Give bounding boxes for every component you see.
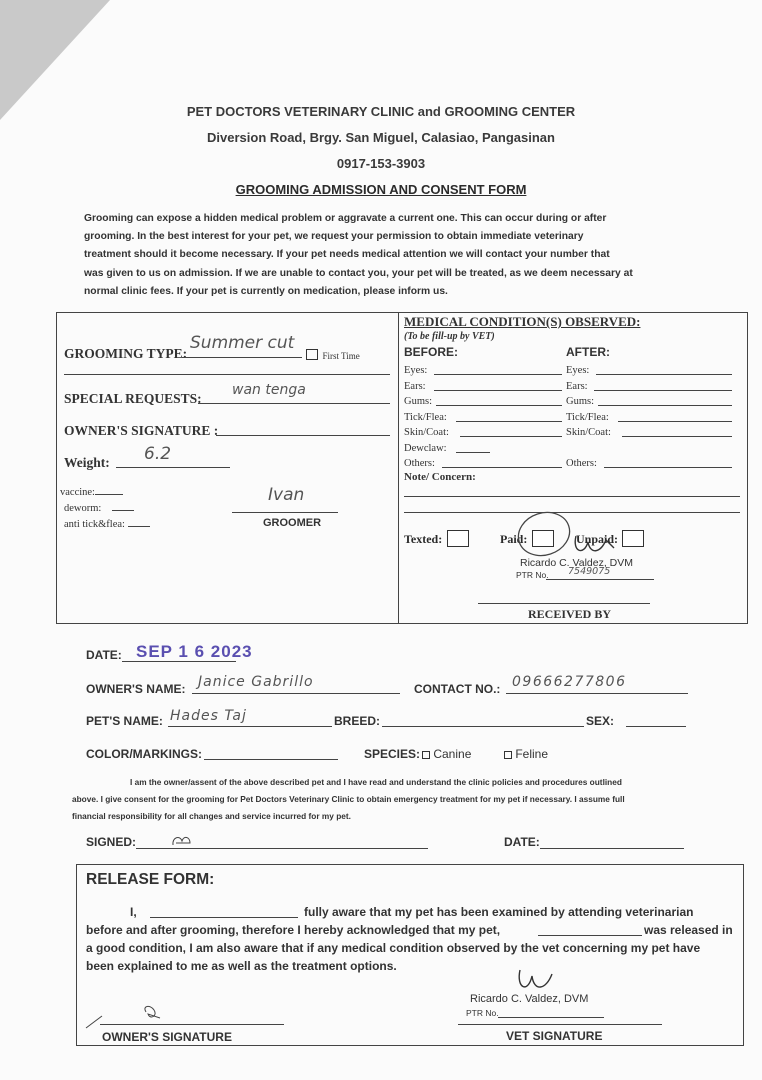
before-others-field[interactable]	[442, 467, 562, 468]
release-pet-field[interactable]	[538, 935, 642, 936]
special-requests-label: SPECIAL REQUESTS:	[64, 391, 202, 406]
date-line	[122, 661, 236, 662]
note-line-1[interactable]	[404, 496, 740, 497]
sex-field[interactable]	[626, 726, 686, 727]
after-tickflea-label: Tick/Flea:	[566, 411, 609, 423]
release-vet-stamp-name: Ricardo C. Valdez, DVM	[470, 993, 589, 1005]
unpaid-label: Unpaid:	[576, 532, 619, 546]
before-tickflea-field[interactable]	[456, 421, 562, 422]
canine-checkbox[interactable]	[422, 751, 430, 759]
release-line2a: before and after grooming, therefore I hereby acknowledged that my pet,	[86, 923, 501, 937]
release-i: I,	[130, 905, 137, 919]
folded-corner	[0, 0, 110, 120]
note-label: Note/ Concern:	[404, 471, 476, 483]
vaccine-field[interactable]	[95, 494, 123, 495]
before-gums-field[interactable]	[436, 405, 562, 406]
release-vet-signature-label: VET SIGNATURE	[506, 1029, 603, 1043]
groomer-name: Ivan	[268, 485, 305, 505]
box-divider	[398, 312, 399, 624]
consent-date-label: DATE:	[504, 835, 540, 849]
species-feline-option[interactable]	[504, 747, 548, 761]
after-tickflea-field[interactable]	[618, 421, 732, 422]
before-list	[404, 363, 562, 472]
release-line3: a good condition, I am also aware that if any medical condition observed by the vet concerning my pet have	[86, 941, 701, 955]
consent-line: financial responsibility for all changes and service incurred for my pet.	[72, 811, 351, 821]
release-vet-ptr-line	[498, 1017, 604, 1018]
before-skincoat-field[interactable]	[460, 436, 562, 437]
clinic-address: Diversion Road, Brgy. San Miguel, Calasiao, Pangasinan	[207, 130, 555, 145]
antitick-label: anti tick&flea:	[64, 519, 125, 530]
contact-label: CONTACT NO.:	[414, 682, 501, 696]
sex-label: SEX:	[586, 714, 615, 728]
texted-checkbox[interactable]	[447, 530, 469, 547]
vet-stamp-ptr-line	[546, 579, 654, 580]
weight-label: Weight:	[64, 455, 110, 470]
date-label: DATE:	[86, 648, 122, 662]
after-list	[566, 363, 736, 472]
groomer-label: GROOMER	[263, 517, 322, 529]
before-gums-label: Gums:	[404, 396, 433, 407]
after-label: AFTER:	[566, 345, 610, 359]
after-others-label: Others:	[566, 458, 597, 469]
after-others-field[interactable]	[604, 467, 732, 468]
before-eyes-field[interactable]	[434, 374, 562, 375]
antitick-field[interactable]	[128, 526, 150, 527]
received-by-line[interactable]	[478, 603, 650, 604]
release-line2b: was released in	[644, 923, 733, 937]
grooming-type-field[interactable]	[182, 357, 302, 358]
after-skincoat-label: Skin/Coat:	[566, 427, 611, 438]
breed-field[interactable]	[382, 726, 584, 727]
date-stamp: SEP 1 6 2023	[136, 642, 253, 661]
paid-label: Paid:	[500, 532, 528, 546]
deworm-field[interactable]	[112, 510, 134, 511]
release-line1: fully aware that my pet has been examined by attending veterinarian	[304, 905, 694, 919]
owner-signature-label: OWNER'S SIGNATURE :	[64, 423, 219, 438]
release-owner-signature-label: OWNER'S SIGNATURE	[102, 1030, 232, 1044]
intro-line: grooming. In the best interest for your pet, we request your permission to obtain immediate veterinary	[84, 231, 584, 243]
form-title: GROOMING ADMISSION AND CONSENT FORM	[235, 182, 527, 197]
owner-name-value: Janice Gabrillo	[198, 674, 314, 690]
contact-value: 09666277806	[512, 674, 627, 690]
vaccine-label: vaccine:	[60, 487, 95, 498]
species-label: SPECIES:	[364, 747, 421, 761]
before-ears-field[interactable]	[434, 390, 562, 391]
intro-line: was given to us on admission. If we are unable to contact you, your pet will be treated, as we deem necessary at	[84, 267, 633, 279]
medical-subtitle: (To be fill-up by VET)	[404, 331, 495, 342]
pet-name-label: PET'S NAME:	[86, 714, 163, 728]
weight-field[interactable]	[116, 467, 230, 468]
release-name-field[interactable]	[150, 917, 298, 918]
release-line4: been explained to me as well as the treatment options.	[86, 959, 397, 973]
before-label: BEFORE:	[404, 345, 458, 359]
after-eyes-label: Eyes:	[566, 365, 590, 376]
before-eyes-label: Eyes:	[404, 365, 428, 376]
vet-stamp-name: Ricardo C. Valdez, DVM	[520, 557, 634, 569]
weight-value: 6.2	[144, 444, 172, 464]
pet-name-field[interactable]	[168, 726, 332, 727]
special-requests-value: wan tenga	[232, 382, 306, 398]
grooming-type-label: GROOMING TYPE:	[64, 346, 188, 361]
clinic-name: PET DOCTORS VETERINARY CLINIC and GROOMING CENTER	[186, 104, 576, 119]
groomer-line	[232, 512, 338, 513]
deworm-label: deworm:	[64, 503, 102, 514]
after-gums-field[interactable]	[598, 405, 732, 406]
owner-signature-scribble	[170, 833, 194, 849]
consent-line: above. I give consent for the grooming for Pet Doctors Veterinary Clinic to obtain emergency treatment for my pet if necessary. I assume full	[72, 794, 625, 804]
release-vet-stamp-ptr: PTR No.	[466, 1008, 499, 1018]
before-tickflea-label: Tick/Flea:	[404, 411, 447, 423]
intro-paragraph	[84, 210, 690, 301]
release-title: RELEASE FORM:	[86, 871, 215, 888]
intro-line: treatment should it become necessary. If your pet needs medical attention we will contact your number that	[84, 249, 610, 261]
owner-name-label: OWNER'S NAME:	[86, 682, 186, 696]
color-label: COLOR/MARKINGS:	[86, 747, 202, 761]
first-time-label: First Time	[322, 351, 360, 361]
after-eyes-field[interactable]	[596, 374, 732, 375]
vet-stamp-ptr-value: 7549075	[568, 566, 611, 577]
owner-signature-field[interactable]	[216, 435, 390, 436]
after-ears-label: Ears:	[566, 380, 588, 392]
intro-line: Grooming can expose a hidden medical problem or aggravate a current one. This can occur during or after	[84, 213, 607, 224]
vet-stamp-ptr: PTR No.	[516, 570, 549, 580]
clinic-phone: 0917-153-3903	[336, 156, 426, 171]
owner-name-field[interactable]	[192, 693, 400, 694]
color-field[interactable]	[204, 759, 338, 760]
received-by-label: RECEIVED BY	[528, 607, 612, 621]
grooming-type-value: Summer cut	[190, 333, 295, 353]
contact-field[interactable]	[506, 693, 688, 694]
after-gums-label: Gums:	[566, 396, 595, 407]
feline-label: Feline	[515, 747, 549, 761]
before-dewclaw-label: Dewclaw:	[404, 442, 447, 454]
release-paragraph	[86, 903, 736, 975]
release-owner-signature-line[interactable]	[100, 1024, 284, 1025]
breed-label: BREED:	[334, 714, 381, 728]
first-time-checkbox[interactable]	[306, 349, 318, 360]
release-owner-scribble	[84, 1004, 174, 1032]
before-dewclaw-field[interactable]	[456, 452, 490, 453]
consent-line: I am the owner/assent of the above described pet and I have read and understand the clinic policies and procedures outlined	[130, 777, 622, 787]
consent-date-field[interactable]	[540, 848, 684, 849]
before-skincoat-label: Skin/Coat:	[404, 427, 449, 438]
feline-checkbox[interactable]	[504, 751, 512, 759]
before-ears-label: Ears:	[404, 380, 426, 392]
pet-name-value: Hades Taj	[170, 708, 247, 724]
canine-label: Canine	[433, 747, 472, 761]
special-requests-field[interactable]	[198, 403, 390, 404]
species-canine-option[interactable]	[422, 747, 471, 761]
grooming-type-extra-line	[64, 374, 390, 375]
release-vet-signature-line[interactable]	[458, 1024, 662, 1025]
before-others-label: Others:	[404, 458, 435, 469]
signed-label: SIGNED:	[86, 835, 137, 849]
after-ears-field[interactable]	[594, 390, 732, 391]
medical-title: MEDICAL CONDITION(S) OBSERVED:	[404, 314, 641, 329]
after-skincoat-field[interactable]	[622, 436, 732, 437]
texted-label: Texted:	[404, 532, 443, 546]
intro-line: normal clinic fees. If your pet is currently on medication, please inform us.	[84, 285, 448, 297]
consent-paragraph	[72, 774, 690, 825]
